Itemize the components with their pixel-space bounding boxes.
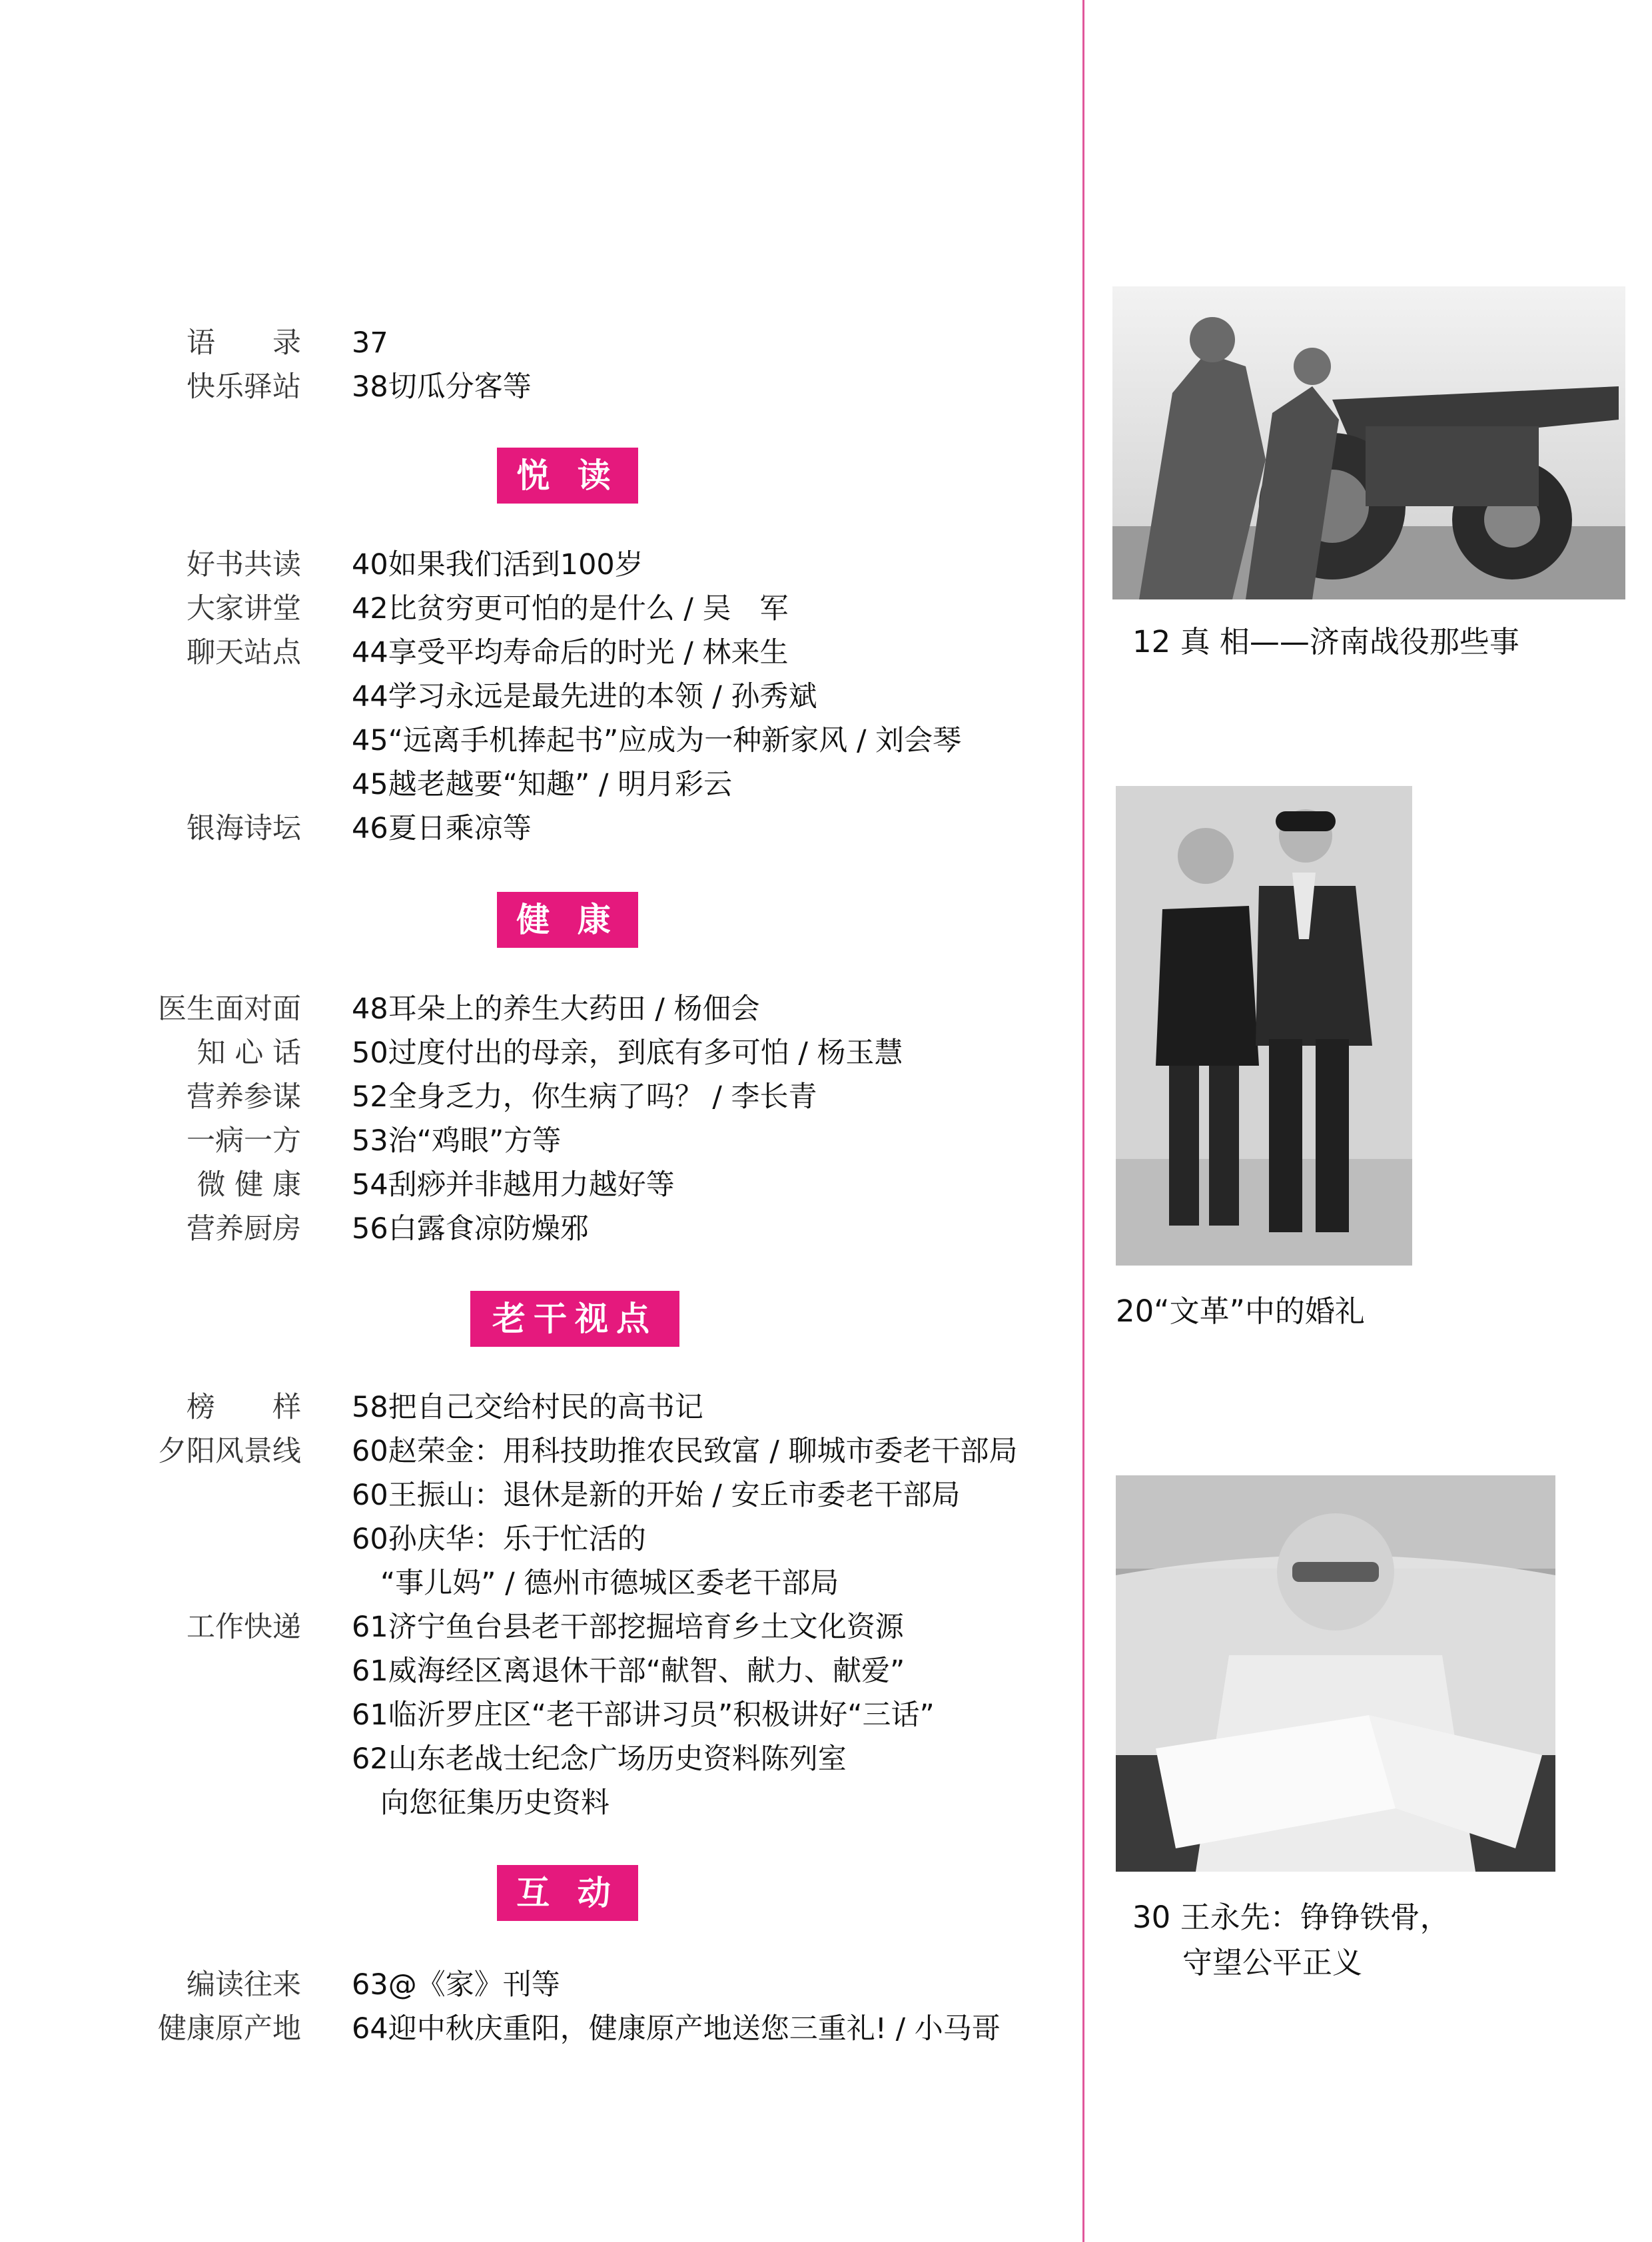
toc-row[interactable]: [0, 721, 1066, 761]
toc-row[interactable]: [0, 1739, 1066, 1779]
photo-wang-yongxian[interactable]: [1116, 1475, 1555, 1872]
toc-category: 银海诗坛: [187, 812, 301, 845]
toc-entry: 54刮痧并非越用力越好等: [352, 1168, 675, 1202]
toc-entry: 48耳朵上的养生大药田 / 杨佃会: [352, 992, 760, 1026]
toc-row[interactable]: [0, 2009, 1066, 2049]
section-heading-interaction: 互 动: [497, 1865, 638, 1921]
section-heading-health: 健 康: [497, 892, 638, 948]
photo-artillery-soldiers[interactable]: [1112, 286, 1625, 599]
toc-entry: 38切瓜分客等: [352, 370, 532, 404]
toc-row[interactable]: [0, 1695, 1066, 1735]
toc-row[interactable]: [0, 1475, 1066, 1515]
toc-category: 大家讲堂: [187, 592, 301, 625]
toc-category: 健康原产地: [158, 2012, 301, 2046]
toc-entry: 44学习永远是最先进的本领 / 孙秀斌: [352, 680, 817, 713]
toc-row[interactable]: [0, 1165, 1066, 1205]
toc-row[interactable]: [0, 589, 1066, 629]
photo2-caption: 20“文革”中的婚礼: [1116, 1294, 1365, 1329]
toc-row[interactable]: [0, 1607, 1066, 1647]
toc-entry: 42比贫穷更可怕的是什么 / 吴 军: [352, 592, 789, 625]
toc-category: 编读往来: [187, 1968, 301, 2002]
toc-row[interactable]: [0, 1965, 1066, 2005]
section-heading-reading: 悦 读: [497, 448, 638, 504]
section-heading-cadre-view: 老干视点: [470, 1291, 679, 1347]
toc-entry: 63@《家》刊等: [352, 1968, 560, 2002]
toc-entry: 61济宁鱼台县老干部挖掘培育乡土文化资源: [352, 1611, 904, 1644]
toc-entry: 61威海经区离退休干部“献智、献力、献爱”: [352, 1655, 905, 1688]
toc-category: 一病一方: [187, 1124, 301, 1158]
toc-row[interactable]: [0, 809, 1066, 849]
toc-row[interactable]: [0, 1651, 1066, 1691]
photo1-caption: 12 真 相——济南战役那些事: [1132, 624, 1519, 659]
toc-entry: 60孙庆华：乐于忙活的: [352, 1523, 646, 1556]
toc-row[interactable]: [0, 1121, 1066, 1161]
toc-entry: 46夏日乘凉等: [352, 812, 532, 845]
toc-category: 好书共读: [187, 548, 301, 581]
toc-category: 语 录: [187, 326, 301, 360]
toc-row[interactable]: [0, 1209, 1066, 1249]
toc-row[interactable]: [0, 1033, 1066, 1073]
toc-category: 营养参谋: [187, 1080, 301, 1114]
toc-entry: 向您征集历史资料: [352, 1786, 610, 1820]
toc-entry: 61临沂罗庄区“老干部讲习员”积极讲好“三话”: [352, 1698, 935, 1732]
toc-entry: 45“远离手机捧起书”应成为一种新家风 / 刘会琴: [352, 724, 962, 757]
toc-row[interactable]: [0, 367, 1066, 407]
toc-row[interactable]: [0, 989, 1066, 1029]
toc-category: 医生面对面: [158, 992, 301, 1026]
toc-category: 微 健 康: [197, 1168, 301, 1202]
toc-category: 榜 样: [187, 1391, 301, 1424]
toc-entry: 44享受平均寿命后的时光 / 林来生: [352, 636, 789, 669]
toc-category: 夕阳风景线: [158, 1435, 301, 1468]
toc-category: 知 心 话: [197, 1036, 301, 1070]
toc-entry: 64迎中秋庆重阳，健康原产地送您三重礼! / 小马哥: [352, 2012, 1001, 2046]
page-divider: [1082, 0, 1084, 2242]
toc-row[interactable]: [0, 1563, 1066, 1603]
toc-entry: 60王振山：退休是新的开始 / 安丘市委老干部局: [352, 1479, 961, 1512]
toc-entry: 60赵荣金：用科技助推农民致富 / 聊城市委老干部局: [352, 1435, 1018, 1468]
toc-entry: 62山东老战士纪念广场历史资料陈列室: [352, 1742, 847, 1776]
photo3-caption-line2: 守望公平正义: [1182, 1945, 1363, 1980]
artillery-photo-illustration: [1112, 286, 1625, 599]
photo-wedding-couple[interactable]: [1116, 786, 1412, 1266]
toc-category: 快乐驿站: [187, 370, 301, 404]
toc-entry: 40如果我们活到100岁: [352, 548, 643, 581]
toc-row[interactable]: [0, 1077, 1066, 1117]
toc-row[interactable]: [0, 765, 1066, 805]
toc-entry: 45越老越要“知趣” / 明月彩云: [352, 768, 733, 801]
toc-row[interactable]: [0, 1431, 1066, 1471]
toc-entry: 56白露食凉防燥邪: [352, 1212, 589, 1246]
toc-row[interactable]: [0, 677, 1066, 717]
toc-row[interactable]: [0, 1519, 1066, 1559]
toc-entry: 50过度付出的母亲，到底有多可怕 / 杨玉慧: [352, 1036, 903, 1070]
toc-entry: “事儿妈” / 德州市德城区委老干部局: [352, 1567, 839, 1600]
toc-entry: 52全身乏力，你生病了吗？ / 李长青: [352, 1080, 817, 1114]
toc-row[interactable]: [0, 323, 1066, 363]
wedding-photo-illustration: [1116, 786, 1412, 1266]
toc-row[interactable]: [0, 1387, 1066, 1427]
toc-entry: 58把自己交给村民的高书记: [352, 1391, 703, 1424]
toc-row[interactable]: [0, 633, 1066, 673]
toc-entry: 37: [352, 326, 388, 360]
toc-row[interactable]: [0, 545, 1066, 585]
photo3-caption-line1: 30 王永先：铮铮铁骨，: [1132, 1900, 1450, 1935]
toc-entry: 53治“鸡眼”方等: [352, 1124, 562, 1158]
toc-category: 聊天站点: [187, 636, 301, 669]
portrait-photo-illustration: [1116, 1475, 1555, 1872]
toc-row[interactable]: [0, 1783, 1066, 1823]
toc-category: 营养厨房: [187, 1212, 301, 1246]
toc-category: 工作快递: [187, 1611, 301, 1644]
